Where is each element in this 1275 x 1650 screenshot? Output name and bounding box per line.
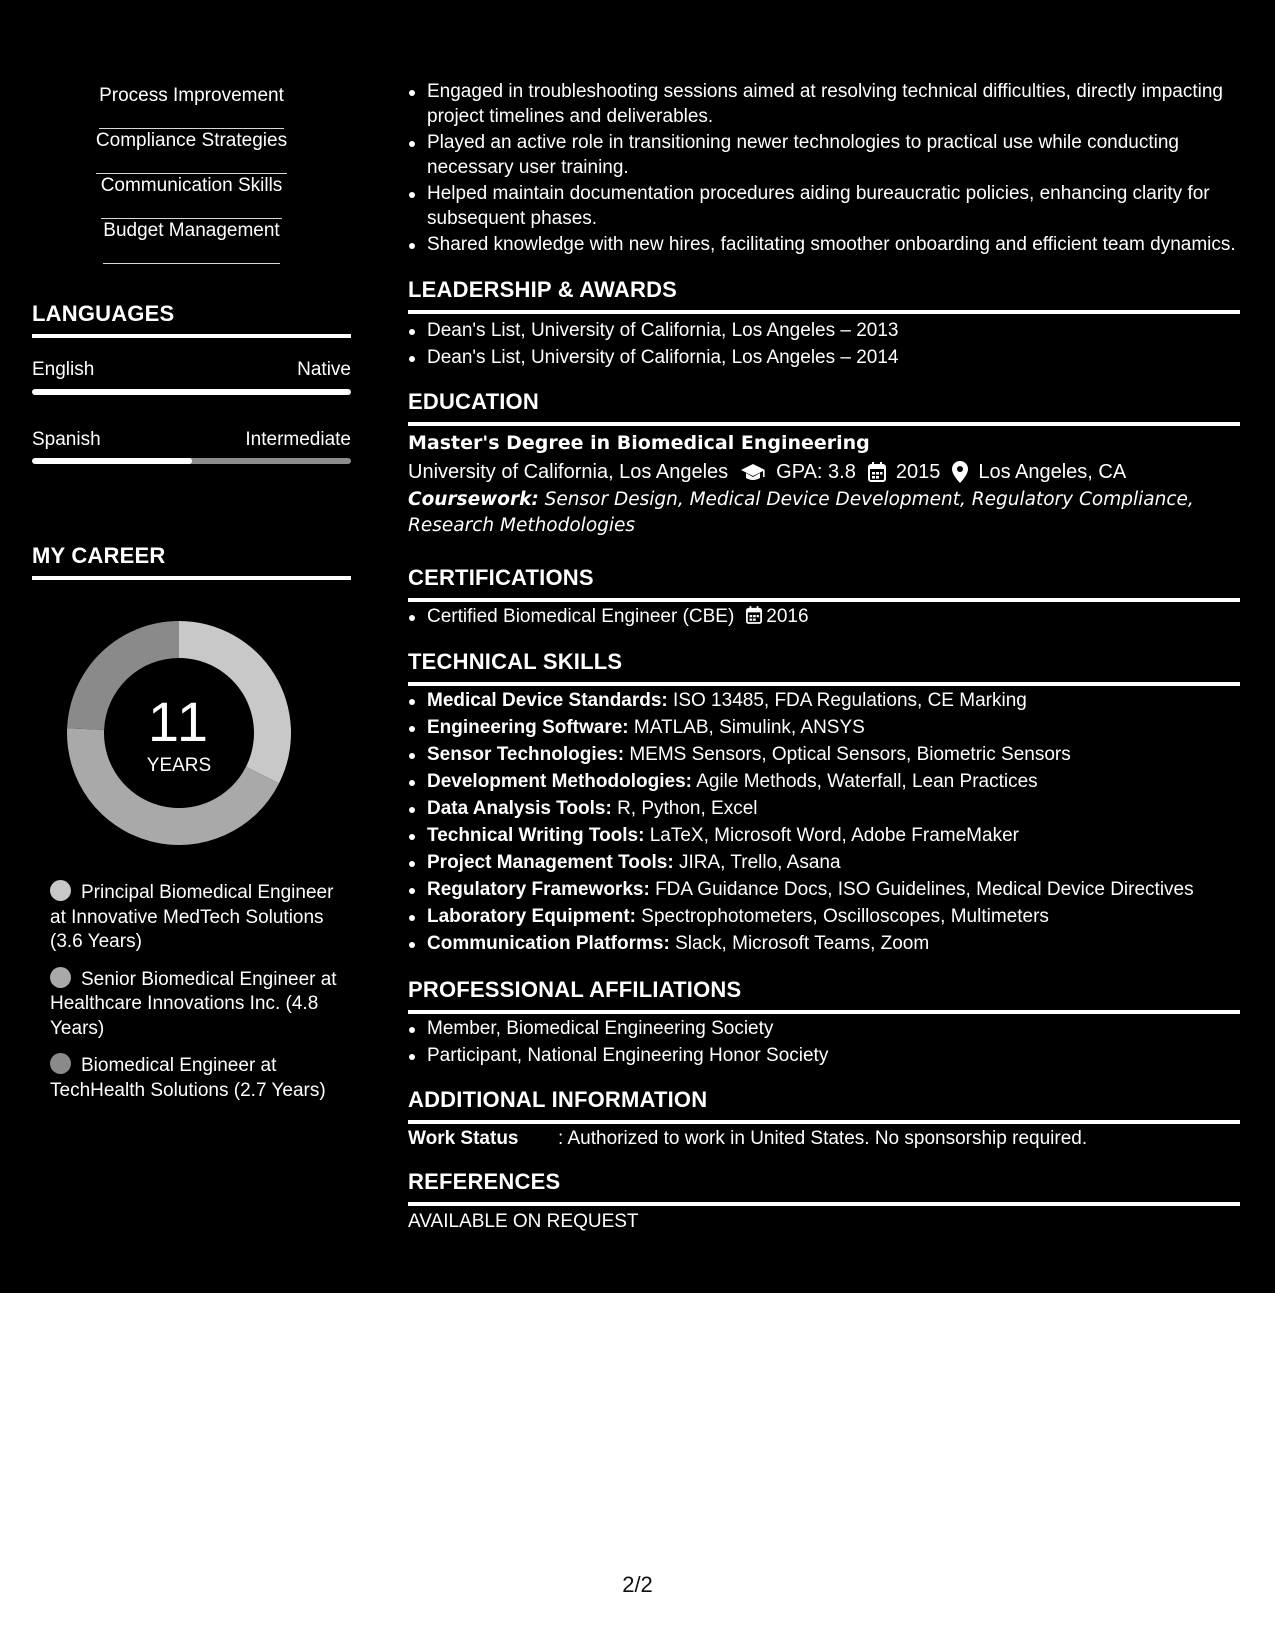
career-legend-text: Biomedical Engineer at TechHealth Solutions (2.7 Years)	[50, 1055, 326, 1101]
sidebar	[0, 0, 382, 1293]
skill-item	[32, 84, 351, 129]
affiliation-item: Member, Biomedical Engineering Society	[408, 1017, 1240, 1042]
technical-skill-item	[408, 770, 1240, 795]
technical-skill-item	[408, 743, 1240, 768]
skill-category: Development Methodologies:	[427, 771, 692, 792]
coursework-label: Coursework:	[408, 489, 539, 510]
skill-category: Technical Writing Tools:	[427, 825, 645, 846]
skill-values: MATLAB, Simulink, ANSYS	[633, 717, 865, 738]
experience-bullet: Played an active role in transitioning newer technologies to practical use while conducting necessary user training.	[408, 131, 1240, 180]
technical-skills-heading: TECHNICAL SKILLS	[408, 648, 1240, 686]
affiliation-item: Participant, National Engineering Honor Society	[408, 1044, 1240, 1069]
additional-info-heading: ADDITIONAL INFORMATION	[408, 1086, 1240, 1124]
award-item: Dean's List, University of California, Los Angeles – 2013	[408, 319, 1240, 344]
experience-bullet: Shared knowledge with new hires, facilitating smoother onboarding and efficient team dynamics.	[408, 233, 1240, 258]
coursework-list: Sensor Design, Medical Device Development, Regulatory Compliance, Research Methodologies	[408, 489, 1194, 536]
language-proficiency-bar	[32, 389, 351, 395]
career-legend	[50, 880, 340, 1115]
skill-category: Communication Platforms:	[427, 933, 670, 954]
location-pin-icon	[952, 461, 968, 483]
technical-skill-item	[408, 824, 1240, 849]
technical-skill-item	[408, 905, 1240, 930]
skill-label: Compliance Strategies	[96, 129, 287, 174]
skill-category: Project Management Tools:	[427, 852, 674, 873]
language-proficiency-fill	[32, 389, 351, 395]
skill-category: Sensor Technologies:	[427, 744, 625, 765]
language-level: Intermediate	[245, 429, 351, 450]
skill-values: FDA Guidance Docs, ISO Guidelines, Medical Device Directives	[655, 879, 1194, 900]
graduation-cap-icon	[740, 462, 766, 482]
skill-values: Slack, Microsoft Teams, Zoom	[675, 933, 930, 954]
language-name: English	[32, 359, 95, 380]
language-proficiency-bar	[32, 458, 351, 464]
career-legend-text: Senior Biomedical Engineer at Healthcare Innovations Inc. (4.8 Years)	[50, 968, 337, 1039]
education-section	[408, 429, 1240, 539]
skills-list	[32, 84, 351, 264]
affiliations-section	[408, 1017, 1240, 1071]
skill-category: Engineering Software:	[427, 717, 629, 738]
school-name: University of California, Los Angeles	[408, 461, 729, 483]
legend-dot	[50, 880, 71, 901]
skill-label: Communication Skills	[101, 174, 283, 219]
career-donut-chart	[66, 620, 292, 846]
school-location: Los Angeles, CA	[978, 461, 1127, 483]
education-heading: EDUCATION	[408, 388, 1240, 426]
references-text: AVAILABLE ON REQUEST	[408, 1211, 639, 1232]
language-level: Native	[297, 359, 351, 380]
technical-skill-item	[408, 851, 1240, 876]
skill-values: ISO 13485, FDA Regulations, CE Marking	[673, 690, 1027, 711]
certifications-heading: CERTIFICATIONS	[408, 564, 1240, 602]
awards-heading: LEADERSHIP & AWARDS	[408, 276, 1240, 314]
calendar-icon	[746, 606, 762, 624]
certification-year: 2016	[766, 606, 809, 627]
language-name: Spanish	[32, 429, 101, 450]
technical-skill-item	[408, 797, 1240, 822]
calendar-icon	[868, 462, 886, 482]
award-item: Dean's List, University of California, Los Angeles – 2014	[408, 346, 1240, 371]
technical-skill-item	[408, 689, 1240, 714]
skill-values: Spectrophotometers, Oscilloscopes, Multimeters	[641, 906, 1049, 927]
certification-name: Certified Biomedical Engineer (CBE)	[427, 606, 735, 627]
career-legend-item	[50, 1053, 340, 1103]
degree-title: Master's Degree in Biomedical Engineering	[408, 432, 870, 454]
career-legend-text: Principal Biomedical Engineer at Innovative MedTech Solutions (3.6 Years)	[50, 882, 334, 952]
skill-category: Regulatory Frameworks:	[427, 879, 650, 900]
language-row	[32, 358, 351, 382]
skill-label: Process Improvement	[99, 84, 284, 129]
skill-values: LaTeX, Microsoft Word, Adobe FrameMaker	[649, 825, 1019, 846]
skill-category: Laboratory Equipment:	[427, 906, 637, 927]
gpa: GPA: 3.8	[776, 461, 856, 483]
skill-values: JIRA, Trello, Asana	[678, 852, 841, 873]
work-status-value: : Authorized to work in United States. No sponsorship required.	[558, 1128, 1088, 1149]
awards-section	[408, 319, 1240, 373]
certifications-section	[408, 605, 1240, 632]
experience-bullet: Engaged in troubleshooting sessions aimed at resolving technical difficulties, directly impacting project timelines and deliverables.	[408, 80, 1240, 129]
technical-skills-section	[408, 689, 1240, 959]
skill-item	[32, 219, 351, 264]
coursework	[408, 487, 1240, 539]
skill-item	[32, 174, 351, 219]
references-heading: REFERENCES	[408, 1168, 1240, 1206]
languages-heading: LANGUAGES	[32, 300, 351, 338]
skill-values: Agile Methods, Waterfall, Lean Practices	[696, 771, 1038, 792]
certification-item	[408, 605, 1240, 630]
affiliations-heading: PROFESSIONAL AFFILIATIONS	[408, 976, 1240, 1014]
career-total-label: YEARS	[146, 755, 212, 776]
graduation-year: 2015	[895, 461, 941, 483]
career-legend-item	[50, 967, 340, 1042]
skill-values: R, Python, Excel	[617, 798, 758, 819]
skill-category: Data Analysis Tools:	[427, 798, 612, 819]
technical-skill-item	[408, 878, 1240, 903]
skill-label: Budget Management	[103, 219, 279, 264]
skill-item	[32, 129, 351, 174]
language-proficiency-fill	[32, 458, 192, 464]
legend-dot	[50, 967, 71, 988]
additional-info-section	[408, 1127, 1240, 1151]
legend-dot	[50, 1053, 71, 1074]
references-section	[408, 1210, 1240, 1234]
work-status-label: Work Status	[408, 1128, 519, 1149]
experience-bullet: Helped maintain documentation procedures aiding bureaucratic policies, enhancing clarity for subsequent phases.	[408, 182, 1240, 231]
work-status-row	[408, 1127, 1240, 1151]
education-meta	[408, 457, 1240, 487]
career-heading: MY CAREER	[32, 542, 351, 580]
technical-skill-item	[408, 932, 1240, 957]
experience-bullets	[408, 80, 1240, 260]
page-number: 2/2	[622, 1572, 653, 1597]
language-row	[32, 428, 351, 452]
career-legend-item	[50, 880, 340, 955]
technical-skill-item	[408, 716, 1240, 741]
career-total-years: 11	[147, 690, 211, 753]
skill-values: MEMS Sensors, Optical Sensors, Biometric Sensors	[629, 744, 1071, 765]
skill-category: Medical Device Standards:	[427, 690, 668, 711]
